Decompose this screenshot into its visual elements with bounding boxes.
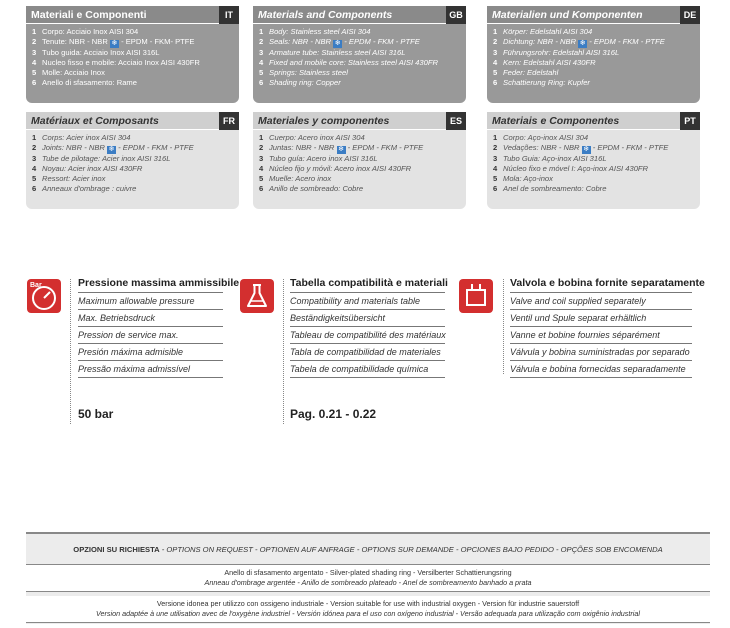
spec-line: Tabela de compatibilidade química [290,361,445,378]
spec-line: Compatibility and materials table [290,293,445,310]
list-item: 3 Führungsrohr: Edelstahl AISI 316L [493,48,620,57]
list-item: 4 Núcleo fixo e móvel I: Aço-inox AISI 430FR [493,164,649,173]
lang-badge: FR [219,112,239,130]
lang-badge: IT [219,6,239,24]
panel-es [253,112,466,209]
panel-pt [487,112,700,209]
pressure-gauge-icon [27,279,61,313]
panel-de [487,6,700,103]
spec-line: Tableau de compatibilité des matériaux [290,327,445,344]
panel-title: Matériaux et Composants [31,115,159,127]
list-item: 5 Springs: Stainless steel [259,68,348,77]
list-item: 4 Nucleo fisso e mobile: Acciaio Inox AISI 430FR [32,58,200,67]
list-item: 2 Juntas: NBR - NBR ❄ - EPDM - FKM - PTFE [259,143,424,153]
list-item: 3 Tube de pilotage: Acier inox AISI 316L [32,154,171,163]
list-item: 6 Shading ring: Copper [259,78,341,87]
spec-line: Válvula e bobina fornecidas separadamente [510,361,692,378]
snowflake-icon: ❄ [579,40,586,47]
materials-list [487,130,700,198]
materials-list [26,24,239,92]
spec-title: Tabella compatibilità e materiali [290,277,445,293]
list-item: 6 Anneaux d'ombrage : cuivre [32,184,137,193]
divider [283,279,284,424]
spec-title: Pressione massima ammissibile [78,277,223,293]
materials-list [487,24,700,92]
spec-line: Valve and coil supplied separately [510,293,692,310]
spec-line: Ventil und Spule separat erhältlich [510,310,692,327]
lang-badge: PT [680,112,700,130]
spec-line: Beständigkeitsübersicht [290,310,445,327]
list-item: 3 Tubo Guia: Aço-inox AISI 316L [493,154,607,163]
panel-fr [26,112,239,209]
list-item: 4 Núcleo fijo y móvil: Acero inox AISI 430FR [259,164,412,173]
snowflake-icon: ❄ [583,146,590,153]
spec-compatibility [290,277,448,378]
spec-line: Válvula y bobina suministradas por separado [510,344,692,361]
panel-title: Materiais e Componentes [492,115,620,127]
option-oxygen: Versione idonea per utilizzo con ossigeno industriale - Version suitable for use with industrial oxygen - Version für industrie sauerstoff Version adaptée à une utilisation avec de l'oxygène industriel - Versión idónea para el uso con oxígeno industrial - Versão adequada para utilização com oxigênio industrial [26,596,710,623]
divider [503,279,504,374]
spec-line: Vanne et bobine fournies séparément [510,327,692,344]
panel-title: Materials and Components [258,9,393,21]
list-item: 1 Corps: Acier inox AISI 304 [32,133,131,142]
list-item: 6 Schattierung Ring: Kupfer [493,78,590,87]
lang-badge: GB [446,6,466,24]
spec-line: Pressão máxima admissível [78,361,223,378]
spec-value: Pag. 0.21 - 0.22 [290,407,377,421]
spec-valve-coil [510,277,705,378]
list-item: 3 Tubo guía: Acero inox AISI 316L [259,154,378,163]
materials-list [253,24,466,92]
list-item: 6 Anillo de sombreado: Cobre [259,184,364,193]
options-box [26,532,710,624]
panel-gb [253,6,466,103]
list-item: 3 Armature tube: Stainless steel AISI 316L [259,48,406,57]
snowflake-icon: ❄ [111,40,118,47]
valve-coil-icon [459,279,493,313]
list-item: 6 Anel de sombreamento: Cobre [493,184,607,193]
spec-title: Valvola e bobina fornite separatamente [510,277,692,293]
panel-title: Materiali e Componenti [31,9,147,21]
option-silver-ring: Anello di sfasamento argentato - Silver-plated shading ring - Versilberter Schattierungsring Anneau d'ombrage argentée - Anillo de sombreado plateado - Anel de sombreamento banhado a prata [26,565,710,592]
list-item: 5 Molle: Acciaio Inox [32,68,105,77]
list-item: 5 Mola: Aço-inox [493,174,553,183]
spec-value: 50 bar [78,407,114,421]
snowflake-icon: ❄ [338,146,344,153]
list-item: 2 Dichtung: NBR - NBR ❄ - EPDM - FKM - PTFE [493,37,665,47]
list-item: 2 Joints: NBR - NBR ❄ - EPDM - FKM - PTFE [32,143,194,153]
lang-badge: ES [446,112,466,130]
list-item: 2 Seals: NBR - NBR ❄ - EPDM - FKM - PTFE [259,37,420,47]
panel-it [26,6,239,103]
spec-line: Max. Betriebsdruck [78,310,223,327]
spec-pressure [78,277,240,378]
list-item: 4 Fixed and mobile core: Stainless steel AISI 430FR [259,58,438,67]
list-item: 3 Tubo guida: Acciaio Inox AISI 316L [32,48,160,57]
divider [70,279,71,424]
list-item: 4 Noyau: Acier inox AISI 430FR [32,164,143,173]
snowflake-icon: ❄ [108,146,115,153]
list-item: 5 Feder: Edelstahl [493,68,559,77]
list-item: 6 Anello di sfasamento: Rame [32,78,137,87]
snowflake-icon: ❄ [334,40,341,47]
lang-badge: DE [680,6,700,24]
spec-line: Tabla de compatibilidad de materiales [290,344,445,361]
panel-title: Materiales y componentes [258,115,390,127]
list-item: 1 Body: Stainless steel AISI 304 [259,27,371,36]
list-item: 5 Ressort: Acier inox [32,174,106,183]
options-header: OPZIONI SU RICHIESTA - OPTIONS ON REQUEST - OPTIONEN AUF ANFRAGE - OPTIONS SUR DEMANDE - OPCIONES BAJO PEDIDO - OPÇÕES SOB ENCOMENDA [26,534,710,565]
list-item: 2 Tenute: NBR - NBR ❄ - EPDM - FKM- PTFE [32,37,195,47]
svg-text:Bar: Bar [30,282,42,289]
spec-line: Maximum allowable pressure [78,293,223,310]
flask-icon [240,279,274,313]
list-item: 1 Corpo: Acciaio Inox AISI 304 [32,27,139,36]
list-item: 1 Körper: Edelstahl AISI 304 [493,27,593,36]
list-item: 1 Cuerpo: Acero inox AISI 304 [259,133,365,142]
spec-line: Pression de service max. [78,327,223,344]
spec-line: Presión máxima admisible [78,344,223,361]
materials-list [253,130,466,198]
list-item: 4 Kern: Edelstahl AISI 430FR [493,58,596,67]
list-item: 2 Vedações: NBR - NBR ❄ - EPDM - FKM - PTFE [493,143,669,153]
list-item: 5 Muelle: Acero inox [259,174,332,183]
list-item: 1 Corpo: Aço-inox AISI 304 [493,133,589,142]
materials-list [26,130,239,198]
panel-title: Materialien und Komponenten [492,9,643,21]
